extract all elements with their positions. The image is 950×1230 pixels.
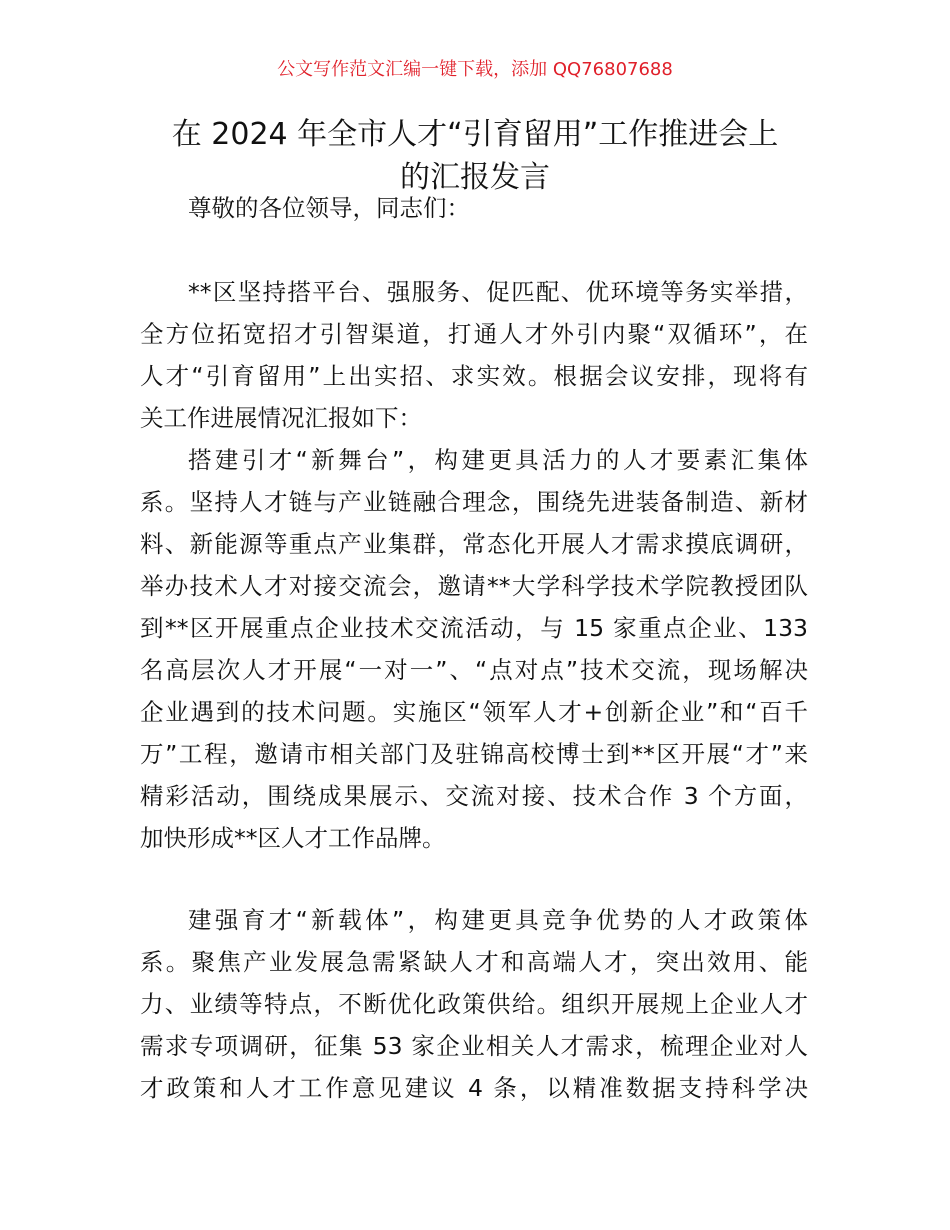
text-line: 料、新能源等重点产业集群，常态化开展人才需求摸底调研， (140, 530, 808, 558)
text-line: **区坚持搭平台、强服务、促匹配、优环境等务实举措， (188, 278, 808, 306)
text-line: 需求专项调研，征集 53 家企业相关人才需求，梳理企业对人 (140, 1032, 808, 1060)
text-line: 企业遇到的技术问题。实施区“领军人才+创新企业”和“百千 (140, 698, 808, 726)
text-line: 系。坚持人才链与产业链融合理念，围绕先进装备制造、新材 (140, 488, 808, 516)
paragraph (140, 271, 808, 439)
text-line: 加快形成**区人才工作品牌。 (140, 824, 446, 852)
paragraph (140, 899, 808, 1109)
salutation (140, 187, 808, 229)
text-line: 举办技术人才对接交流会，邀请**大学科学技术学院教授团队 (140, 572, 808, 600)
watermark-header: 公文写作范文汇编一键下载，添加 QQ76807688 (277, 59, 673, 80)
text-line: 搭建引才“新舞台”，构建更具活力的人才要素汇集体 (188, 446, 808, 474)
text-line: 名高层次人才开展“一对一”、“点对点”技术交流，现场解决 (140, 656, 808, 684)
title-line: 在 2024 年全市人才“引育留用”工作推进会上 (171, 117, 779, 152)
text-line: 万”工程，邀请市相关部门及驻锦高校博士到**区开展“才”来 (140, 740, 808, 768)
text-line: 关工作进展情况汇报如下： (140, 404, 422, 432)
document-body (140, 187, 808, 1109)
text-line: 全方位拓宽招才引智渠道，打通人才外引内聚“双循环”，在 (140, 320, 808, 348)
text-line: 精彩活动，围绕成果展示、交流对接、技术合作 3 个方面， (140, 782, 808, 810)
paragraph (140, 439, 808, 859)
text-line: 人才“引育留用”上出实招、求实效。根据会议安排，现将有 (140, 362, 808, 390)
text-line: 尊敬的各位领导，同志们： (188, 194, 470, 222)
text-line: 建强育才“新载体”，构建更具竞争优势的人才政策体 (188, 906, 808, 934)
text-line: 系。聚焦产业发展急需紧缺人才和高端人才，突出效用、能 (140, 948, 808, 976)
text-line: 到**区开展重点企业技术交流活动，与 15 家重点企业、133 (140, 614, 808, 642)
text-line: 力、业绩等特点，不断优化政策供给。组织开展规上企业人才 (140, 990, 808, 1018)
title-line: 的汇报发言 (400, 160, 550, 195)
text-line: 才政策和人才工作意见建议 4 条，以精准数据支持科学决 (140, 1074, 808, 1102)
